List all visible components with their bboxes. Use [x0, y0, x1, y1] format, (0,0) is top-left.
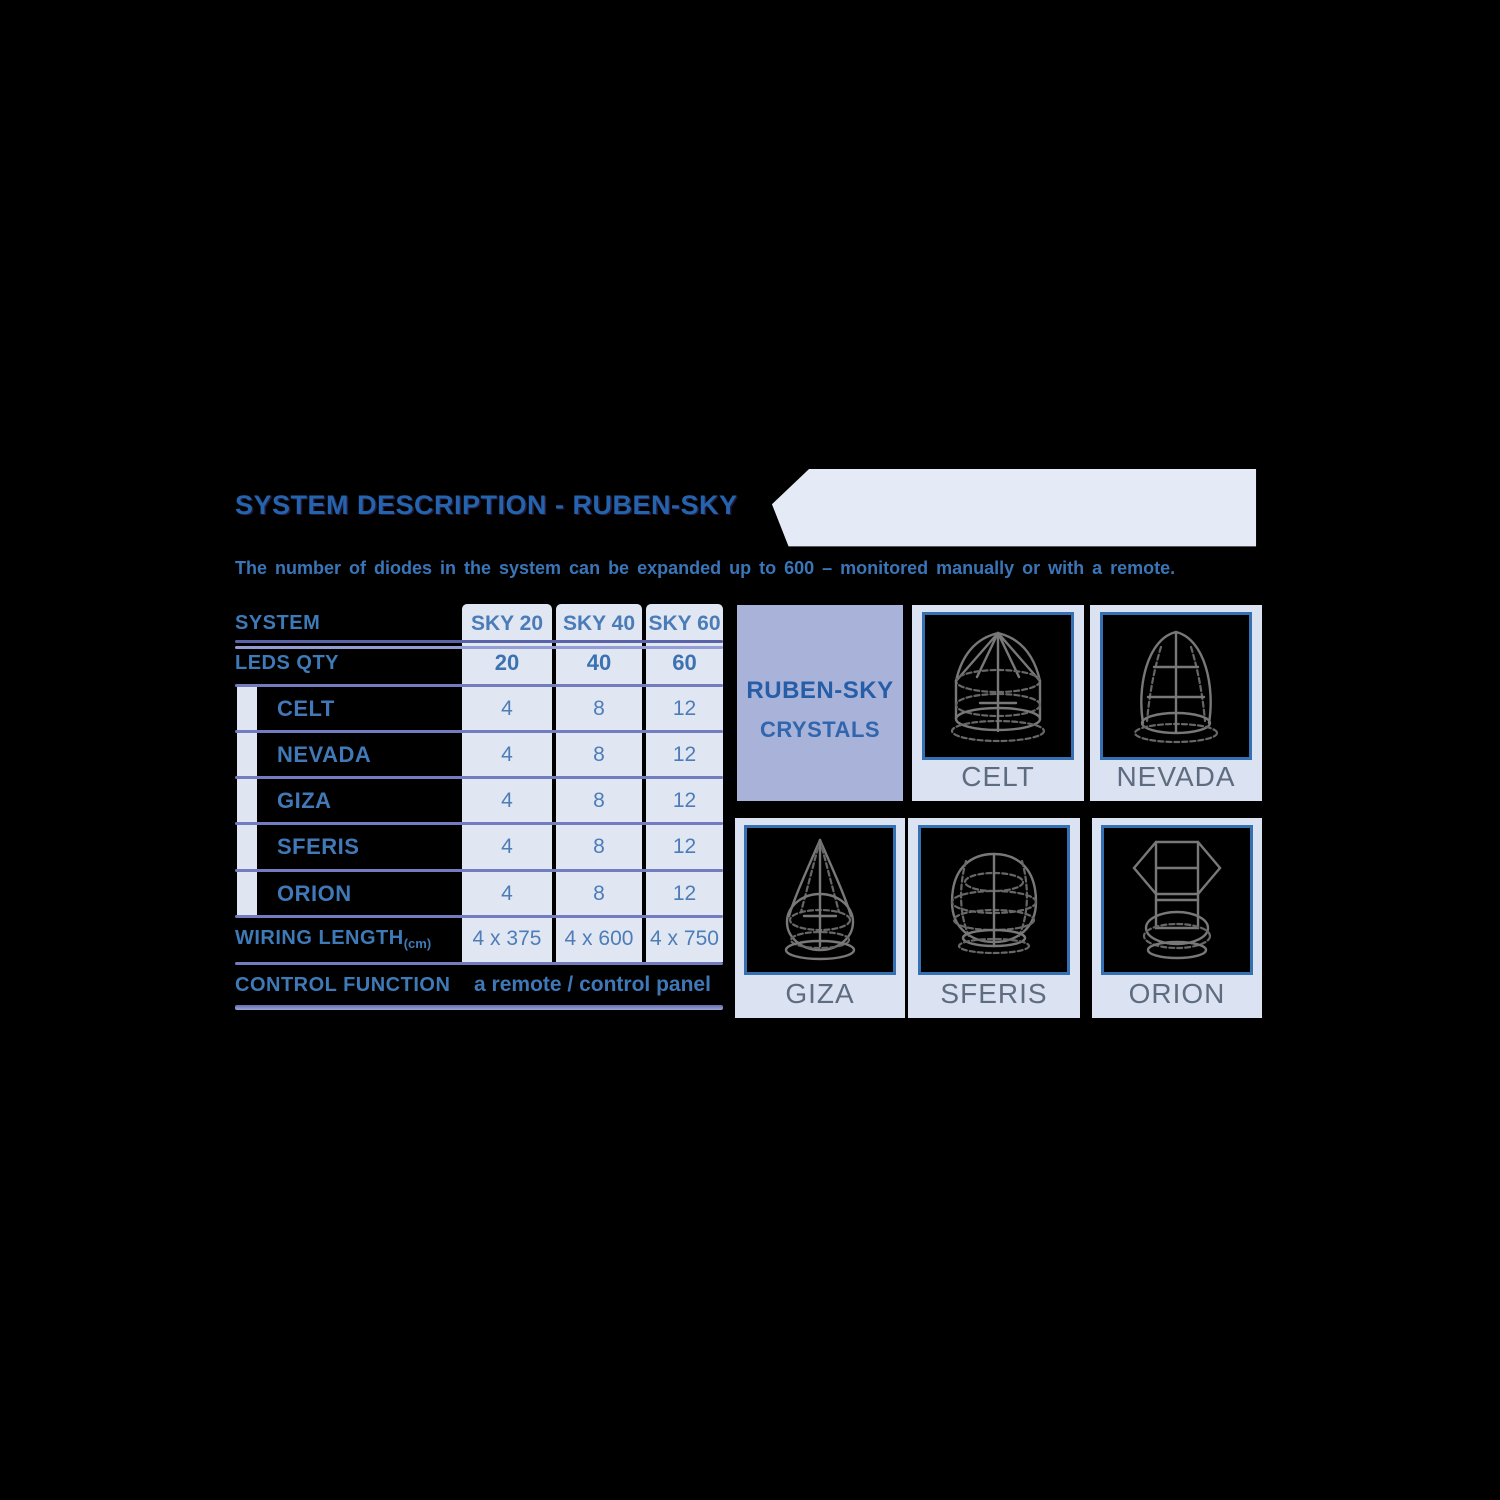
orion-sky20: 4	[501, 882, 513, 905]
tile-nevada	[1090, 605, 1262, 801]
column-header-sky20: SKY 20	[471, 612, 543, 635]
page-title: SYSTEM DESCRIPTION - RUBEN-SKY	[235, 490, 738, 520]
giza-sky40: 8	[593, 789, 605, 812]
divider	[235, 684, 723, 687]
sferis-crystal-frame	[918, 825, 1070, 975]
nevada-sky20: 4	[501, 743, 513, 766]
nevada-sky60: 12	[672, 743, 697, 766]
tile-celt-label: CELT	[961, 761, 1035, 792]
giza-crystal-frame	[744, 825, 896, 975]
divider	[235, 776, 723, 779]
giza-crystal-icon	[747, 828, 893, 970]
nevada-sky40: 8	[593, 743, 605, 766]
row-nevada-label: NEVADA	[277, 742, 372, 767]
divider	[235, 822, 723, 825]
crystals-header-line2: CRYSTALS	[759, 717, 881, 742]
leds-qty-sky20: 20	[494, 650, 520, 675]
leds-qty-sky40: 40	[586, 650, 612, 675]
tile-nevada-label: NEVADA	[1116, 761, 1236, 792]
tile-orion-label: ORION	[1128, 978, 1226, 1009]
page-subtitle: The number of diodes in the system can be expanded up to 600 – monitored manually or with a remote.	[235, 558, 1176, 578]
tile-giza	[735, 818, 905, 1018]
wiring-length-label	[235, 927, 431, 951]
row-sferis-label: SFERIS	[277, 834, 360, 859]
divider	[235, 869, 723, 872]
orion-crystal-frame	[1101, 825, 1253, 975]
celt-crystal-icon	[925, 615, 1071, 757]
sferis-sky40: 8	[593, 835, 605, 858]
column-header-sky40: SKY 40	[563, 612, 635, 635]
crystal-rows-strip	[237, 687, 257, 915]
nevada-crystal-icon	[1103, 615, 1249, 757]
celt-sky40: 8	[593, 697, 605, 720]
orion-crystal-icon	[1104, 828, 1250, 970]
spec-table	[235, 600, 723, 1015]
table-bottom-rule	[235, 1005, 723, 1010]
tile-orion	[1092, 818, 1262, 1018]
row-giza-label: GIZA	[277, 788, 332, 813]
header-swoosh-shape	[770, 463, 1258, 549]
tile-sferis-label: SFERIS	[940, 978, 1048, 1009]
divider	[235, 730, 723, 733]
crystals-header-line1: RUBEN-SKY	[746, 677, 894, 704]
control-function-value: a remote / control panel	[474, 973, 711, 996]
leds-qty-label: LEDS QTY	[235, 652, 340, 674]
tile-giza-label: GIZA	[785, 978, 855, 1009]
leds-qty-sky60: 60	[672, 650, 697, 675]
wiring-length-unit: (cm)	[403, 936, 432, 951]
divider	[235, 640, 723, 643]
row-celt-label: CELT	[277, 696, 335, 721]
orion-sky60: 12	[672, 882, 697, 905]
sferis-crystal-icon	[921, 828, 1067, 970]
crystals-panel-header	[737, 605, 903, 801]
control-function-label: CONTROL FUNCTION	[235, 974, 451, 996]
nevada-crystal-frame	[1100, 612, 1252, 760]
giza-sky60: 12	[672, 789, 697, 812]
system-label: SYSTEM	[235, 612, 321, 634]
giza-sky20: 4	[501, 789, 513, 812]
divider	[235, 915, 723, 918]
sferis-sky20: 4	[501, 835, 513, 858]
wiring-sky60: 4 x 750	[650, 927, 719, 950]
divider	[235, 646, 723, 649]
celt-crystal-frame	[922, 612, 1074, 760]
wiring-sky40: 4 x 600	[564, 927, 634, 950]
tile-sferis	[908, 818, 1080, 1018]
wiring-sky20: 4 x 375	[472, 927, 542, 950]
orion-sky40: 8	[593, 882, 605, 905]
sferis-sky60: 12	[672, 835, 697, 858]
tile-celt	[912, 605, 1084, 801]
wiring-length-text: WIRING LENGTH	[235, 927, 404, 949]
column-header-sky60: SKY 60	[648, 612, 721, 635]
row-orion-label: ORION	[277, 881, 352, 906]
celt-sky60: 12	[672, 697, 697, 720]
celt-sky20: 4	[501, 697, 513, 720]
